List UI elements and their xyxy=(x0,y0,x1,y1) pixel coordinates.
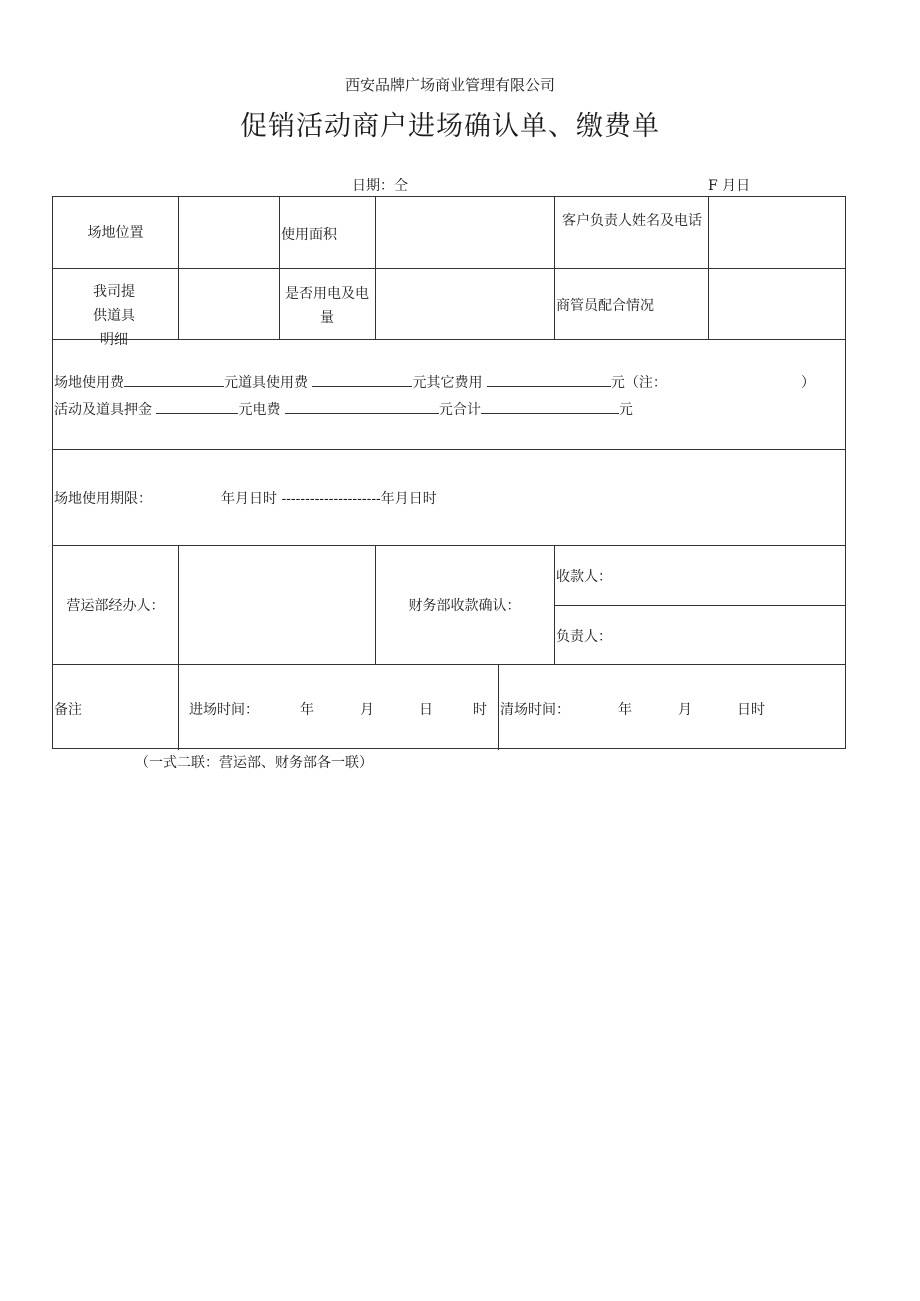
row-divider xyxy=(53,449,845,450)
col-divider xyxy=(498,664,499,750)
props-provided-label: 我司提供道具明细 xyxy=(93,284,135,348)
date-suffix: F 月日 xyxy=(708,178,751,194)
row-divider xyxy=(53,545,845,546)
electric-fee-label: 元电费 xyxy=(238,402,281,418)
total-yuan: 元 xyxy=(618,402,633,418)
row-divider xyxy=(554,605,845,606)
entry-year: 年 xyxy=(300,702,314,718)
fees-line-2 xyxy=(54,399,633,419)
total-label: 元合计 xyxy=(438,402,481,418)
entry-month: 月 xyxy=(360,702,374,718)
payee-label: 收款人： xyxy=(556,569,612,585)
deposit-label: 活动及道具押金 xyxy=(54,402,152,418)
col-divider xyxy=(554,545,555,664)
col-divider xyxy=(178,197,179,339)
entry-hour: 时 xyxy=(473,702,487,718)
col-divider xyxy=(708,197,709,339)
note-close-paren: ） xyxy=(801,375,815,391)
deposit-blank[interactable] xyxy=(156,399,238,414)
row-divider xyxy=(53,339,845,340)
other-fee-blank[interactable] xyxy=(487,372,611,387)
manager-cooperation-label: 商管员配合情况 xyxy=(556,298,654,314)
col-divider xyxy=(178,664,179,750)
page-title: 促销活动商户进场确认单、缴费单 xyxy=(240,111,660,142)
clear-year: 年 xyxy=(618,702,632,718)
entry-time-label: 进场时间： xyxy=(189,702,259,718)
props-fee-label: 元道具使用费 xyxy=(224,375,308,391)
col-divider xyxy=(375,197,376,339)
fees-line-1 xyxy=(54,372,667,392)
period-label: 场地使用期限： xyxy=(54,491,152,507)
date-label: 日期：仝 xyxy=(352,178,408,194)
row-divider xyxy=(53,664,845,665)
remarks-label: 备注 xyxy=(54,702,82,718)
clear-month: 月 xyxy=(678,702,692,718)
total-blank[interactable] xyxy=(481,399,619,414)
site-location-label: 场地位置 xyxy=(87,225,144,241)
other-fee-label: 元其它费用 xyxy=(412,375,483,391)
clear-time-label: 清场时间： xyxy=(500,702,570,718)
customer-contact-label: 客户负责人姓名及电话 xyxy=(562,213,702,229)
usage-area-label: 使用面积 xyxy=(281,227,337,243)
col-divider xyxy=(554,197,555,339)
entry-day: 日 xyxy=(419,702,433,718)
electricity-label: 是否用电及电量 xyxy=(285,286,369,326)
operations-handler-label: 营运部经办人： xyxy=(66,598,165,614)
electric-fee-blank[interactable] xyxy=(285,399,439,414)
props-fee-blank[interactable] xyxy=(312,372,412,387)
responsible-label: 负责人： xyxy=(556,629,612,645)
footer-note: （一式二联：营运部、财务部各一联） xyxy=(135,755,373,771)
col-divider xyxy=(178,545,179,664)
site-fee-label: 场地使用费 xyxy=(54,375,124,391)
site-fee-blank[interactable] xyxy=(124,372,224,387)
finance-confirm-label: 财务部收款确认： xyxy=(408,598,521,614)
form-table xyxy=(52,196,846,749)
period-range: 年月日时 ---------------------年月日时 xyxy=(221,491,437,507)
company-name: 西安品牌广场商业管理有限公司 xyxy=(344,76,555,94)
clear-day-hour: 日时 xyxy=(737,702,765,718)
row-divider xyxy=(53,268,845,269)
note-label: 元（注： xyxy=(610,375,667,391)
